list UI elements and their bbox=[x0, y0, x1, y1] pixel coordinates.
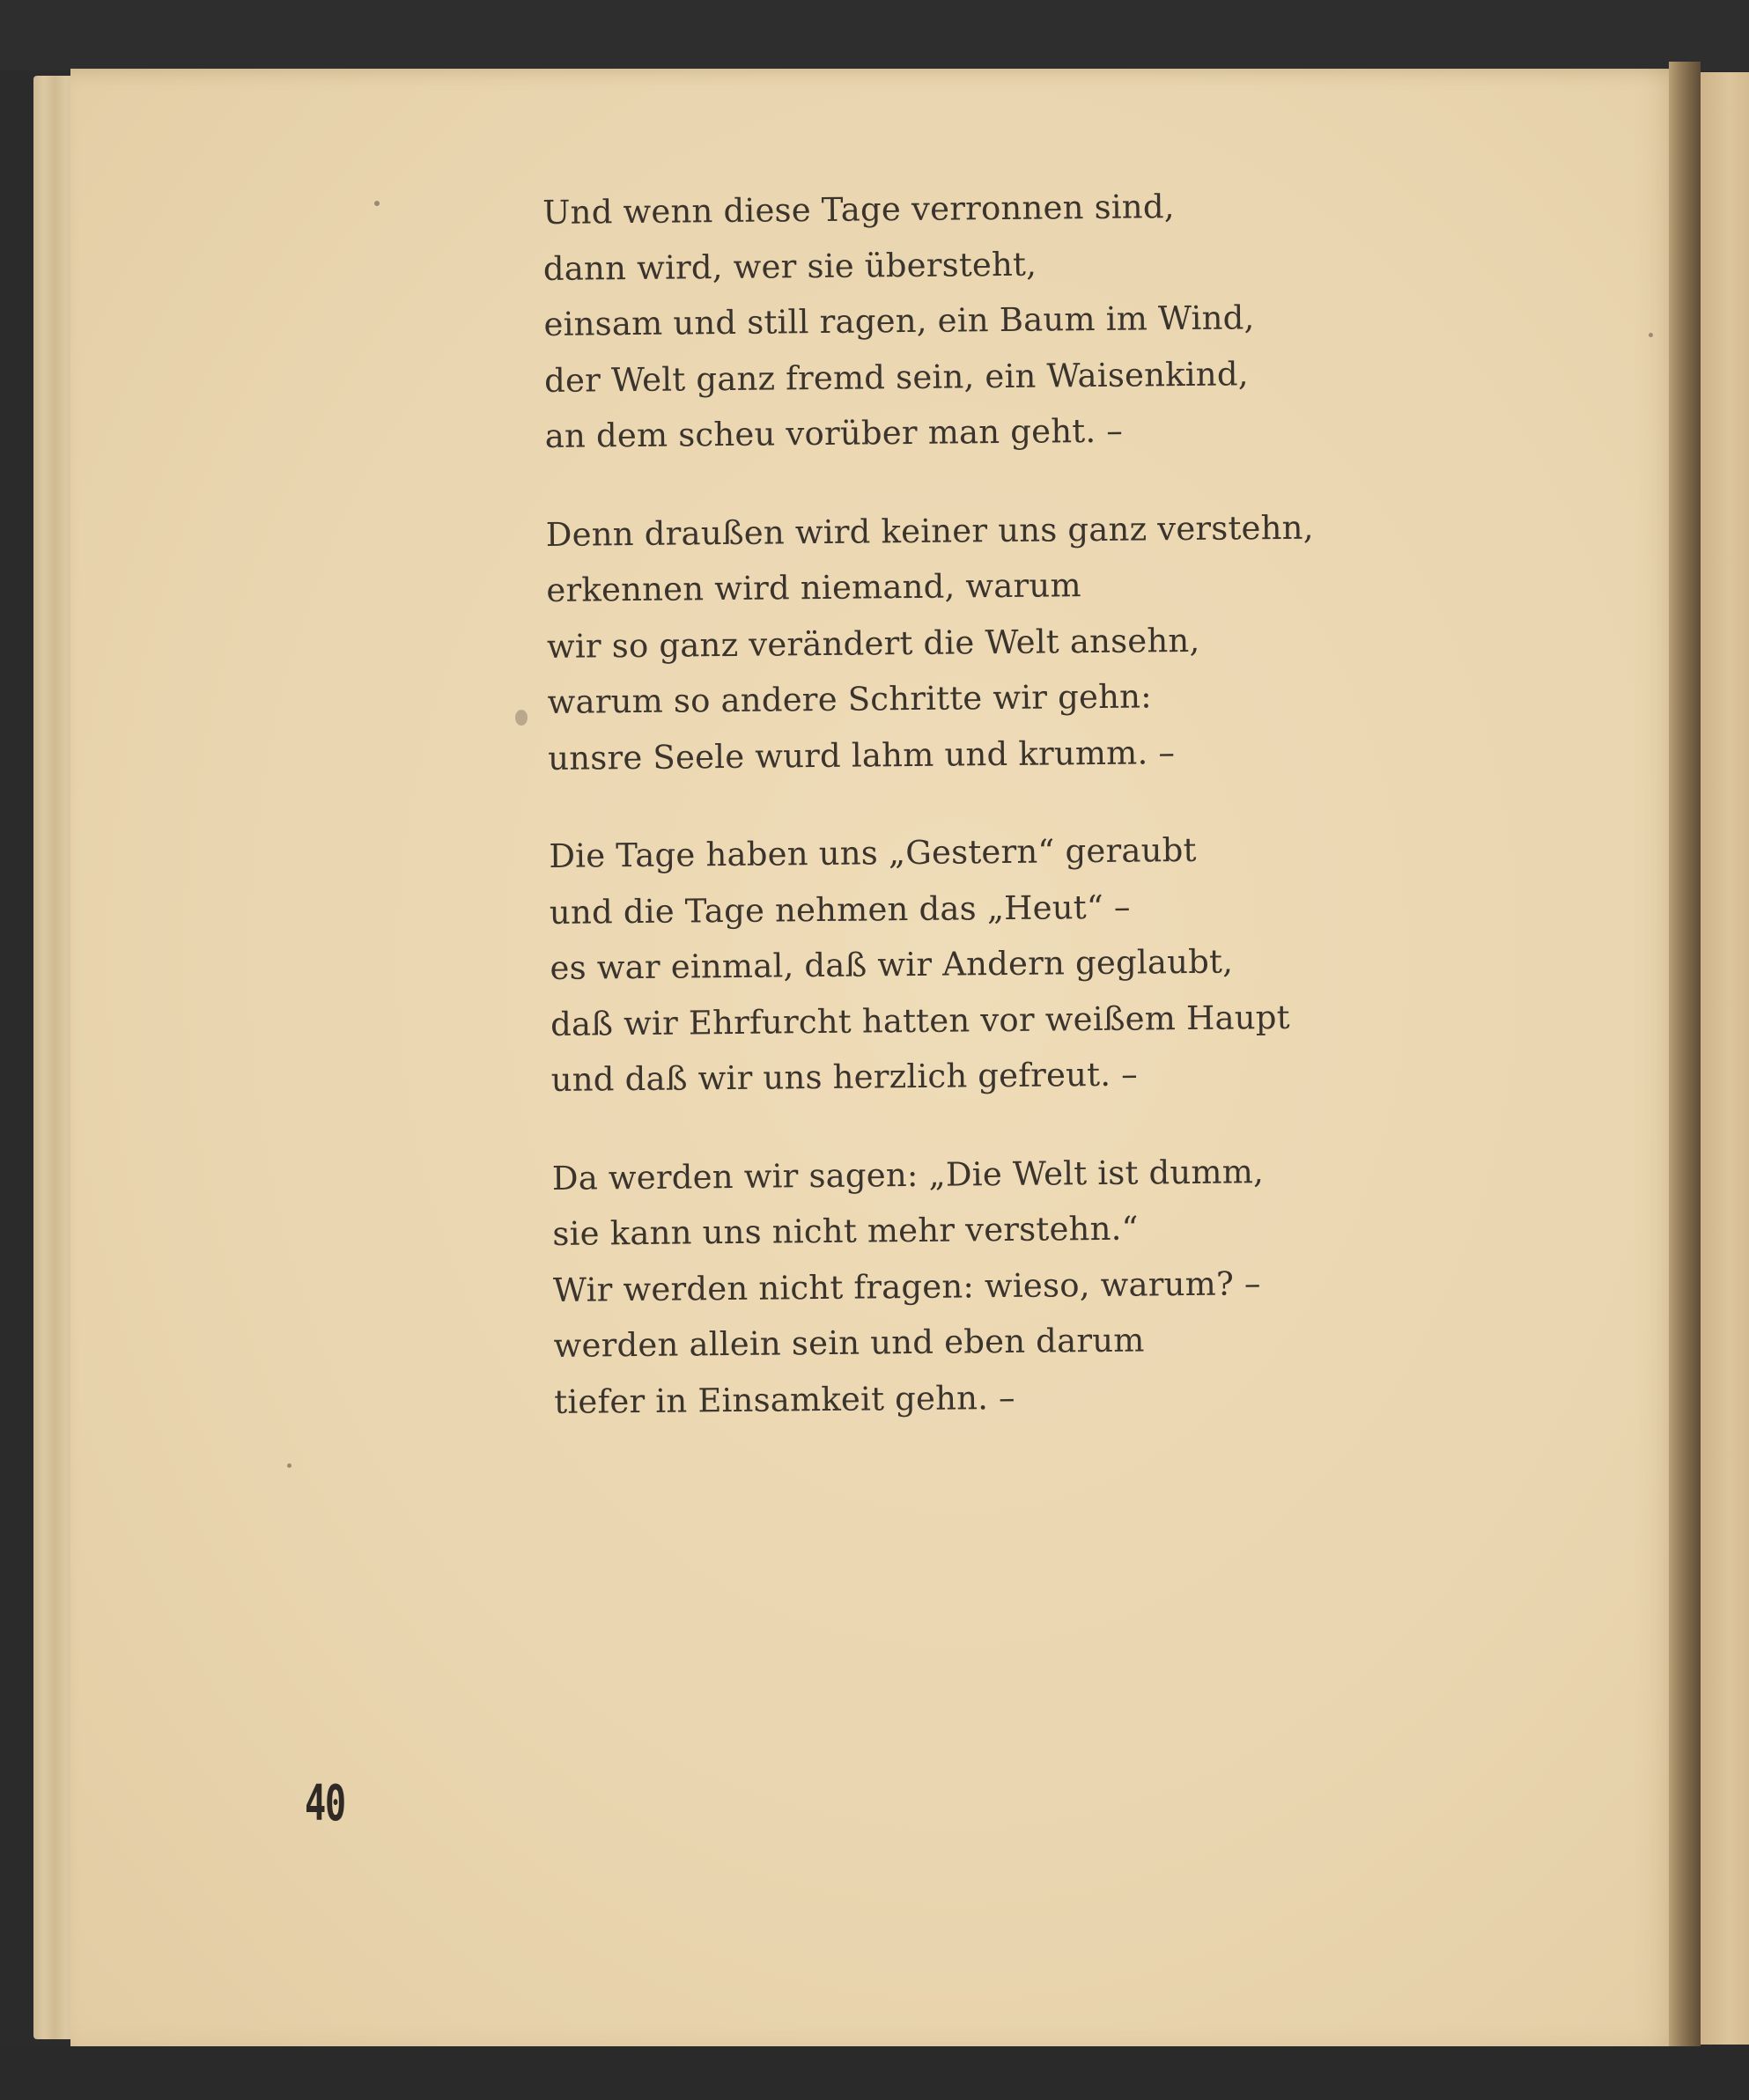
poem bbox=[542, 176, 1488, 1472]
stanza-1 bbox=[542, 176, 1479, 465]
poem-line: werden allein sein und eben darum bbox=[553, 1321, 1145, 1365]
poem-line: dann wird, wer sie übersteht, bbox=[542, 245, 1037, 288]
poem-line: daß wir Ehrfurcht hatten vor weißem Haupt bbox=[550, 998, 1290, 1043]
stanza-3 bbox=[549, 820, 1485, 1109]
poem-line: warum so andere Schritte wir gehn: bbox=[547, 677, 1153, 721]
paper-speck bbox=[515, 710, 528, 726]
poem-line: sie kann uns nicht mehr verstehn.“ bbox=[552, 1209, 1139, 1253]
poem-line: es war einmal, daß wir Andern geglaubt, bbox=[550, 942, 1234, 987]
page-number: 40 bbox=[305, 1775, 345, 1832]
book-gutter bbox=[1669, 62, 1701, 2053]
stanza-2 bbox=[546, 497, 1482, 786]
poem-line: Denn draußen wird keiner uns ganz verstehn, bbox=[545, 508, 1314, 554]
poem-line: an dem scheu vorüber man geht. – bbox=[544, 411, 1124, 455]
poem-line: Da werden wir sagen: „Die Welt ist dumm, bbox=[551, 1152, 1265, 1197]
poem-line: einsam und still ragen, ein Baum im Wind, bbox=[543, 298, 1255, 343]
paper-speck bbox=[287, 1463, 292, 1468]
paper-speck bbox=[1649, 333, 1653, 337]
poem-line: Und wenn diese Tage verronnen sind, bbox=[542, 188, 1175, 232]
stanza-4 bbox=[552, 1141, 1488, 1430]
paper-speck bbox=[374, 201, 380, 206]
poem-line: unsre Seele wurd lahm und krumm. – bbox=[548, 733, 1176, 777]
poem-line: wir so ganz verändert die Welt ansehn, bbox=[546, 621, 1200, 666]
poem-line: Wir werden nicht fragen: wieso, warum? – bbox=[552, 1264, 1261, 1309]
poem-line: und daß wir uns herzlich gefreut. – bbox=[550, 1055, 1139, 1099]
scan-background-bottom bbox=[0, 2046, 1749, 2100]
facing-page-edge bbox=[1701, 72, 1749, 2045]
poem-line: der Welt ganz fremd sein, ein Waisenkind, bbox=[543, 354, 1249, 400]
scan-background-top bbox=[0, 0, 1749, 70]
poem-line: erkennen wird niemand, warum bbox=[546, 566, 1081, 609]
poem-line: und die Tage nehmen das „Heut“ – bbox=[549, 888, 1131, 932]
poem-line: Die Tage haben uns „Gestern“ geraubt bbox=[549, 830, 1197, 875]
poem-line: tiefer in Einsamkeit gehn. – bbox=[554, 1378, 1015, 1421]
